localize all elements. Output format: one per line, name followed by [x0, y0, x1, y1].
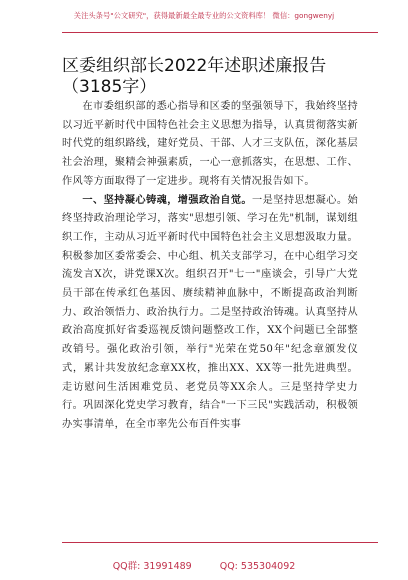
- document-body: [62, 98, 358, 435]
- footer: [0, 558, 408, 572]
- footer-qq: QQ: 535304092: [219, 561, 296, 572]
- header-banner: 关注头条号"公文研究"，获得最新最全最专业的公文资料库！ 微信：gongwenyj: [73, 11, 335, 20]
- footer-rule: [62, 542, 378, 543]
- header-rule: [62, 32, 378, 33]
- section-1-paragraph: [62, 192, 358, 435]
- section-1-heading: 一、坚持凝心铸魂，增强政治自觉。: [82, 194, 253, 206]
- section-1-body: 一是坚持思想凝心。始终坚持政治理论学习，落实"思想引领、学习在先"机制，谋划组织工作，主动从习近平新时代中国特色社会主义思想汲取力量。积极参加区委常委会、中心组、机关支部学习，在中心组学习交流发言X次，讲党课X次。组织召开"七一"座谈会，引导广大党员干部在传承红色基因、赓续精神血脉中，不断提高政治判断力、政治领悟力、政治执行力。二是坚持政治铸魂。认真坚持从政治高度抓好省委巡视反馈问题整改工作，XX个问题已全部整改销号。强化政治引领，举行"光荣在党50年"纪念章颁发仪式，累计共发放纪念章XX枚，推出XX、XX等一批先进典型。走访慰问生活困难党员、老党员等XX余人。三是坚持学史力行。巩固深化党史学习教育，结合"一下三民"实践活动，积极领办实事清单，在全市率先公布百件实事: [62, 194, 358, 430]
- intro-paragraph: 在市委组织部的悉心指导和区委的坚强领导下，我始终坚持以习近平新时代中国特色社会主义思想为指导，认真贯彻落实新时代党的组织路线，建好党员、干部、人才三支队伍，深化基层社会治理，聚精会神强素质，一心一意抓落实，在思想、工作、作风等方面取得了一定进步。现将有关情况报告如下。: [62, 101, 358, 187]
- footer-qq-group: QQ群: 31991489: [112, 561, 192, 572]
- document-title: 区委组织部长2022年述职述廉报告（3185字）: [62, 56, 327, 97]
